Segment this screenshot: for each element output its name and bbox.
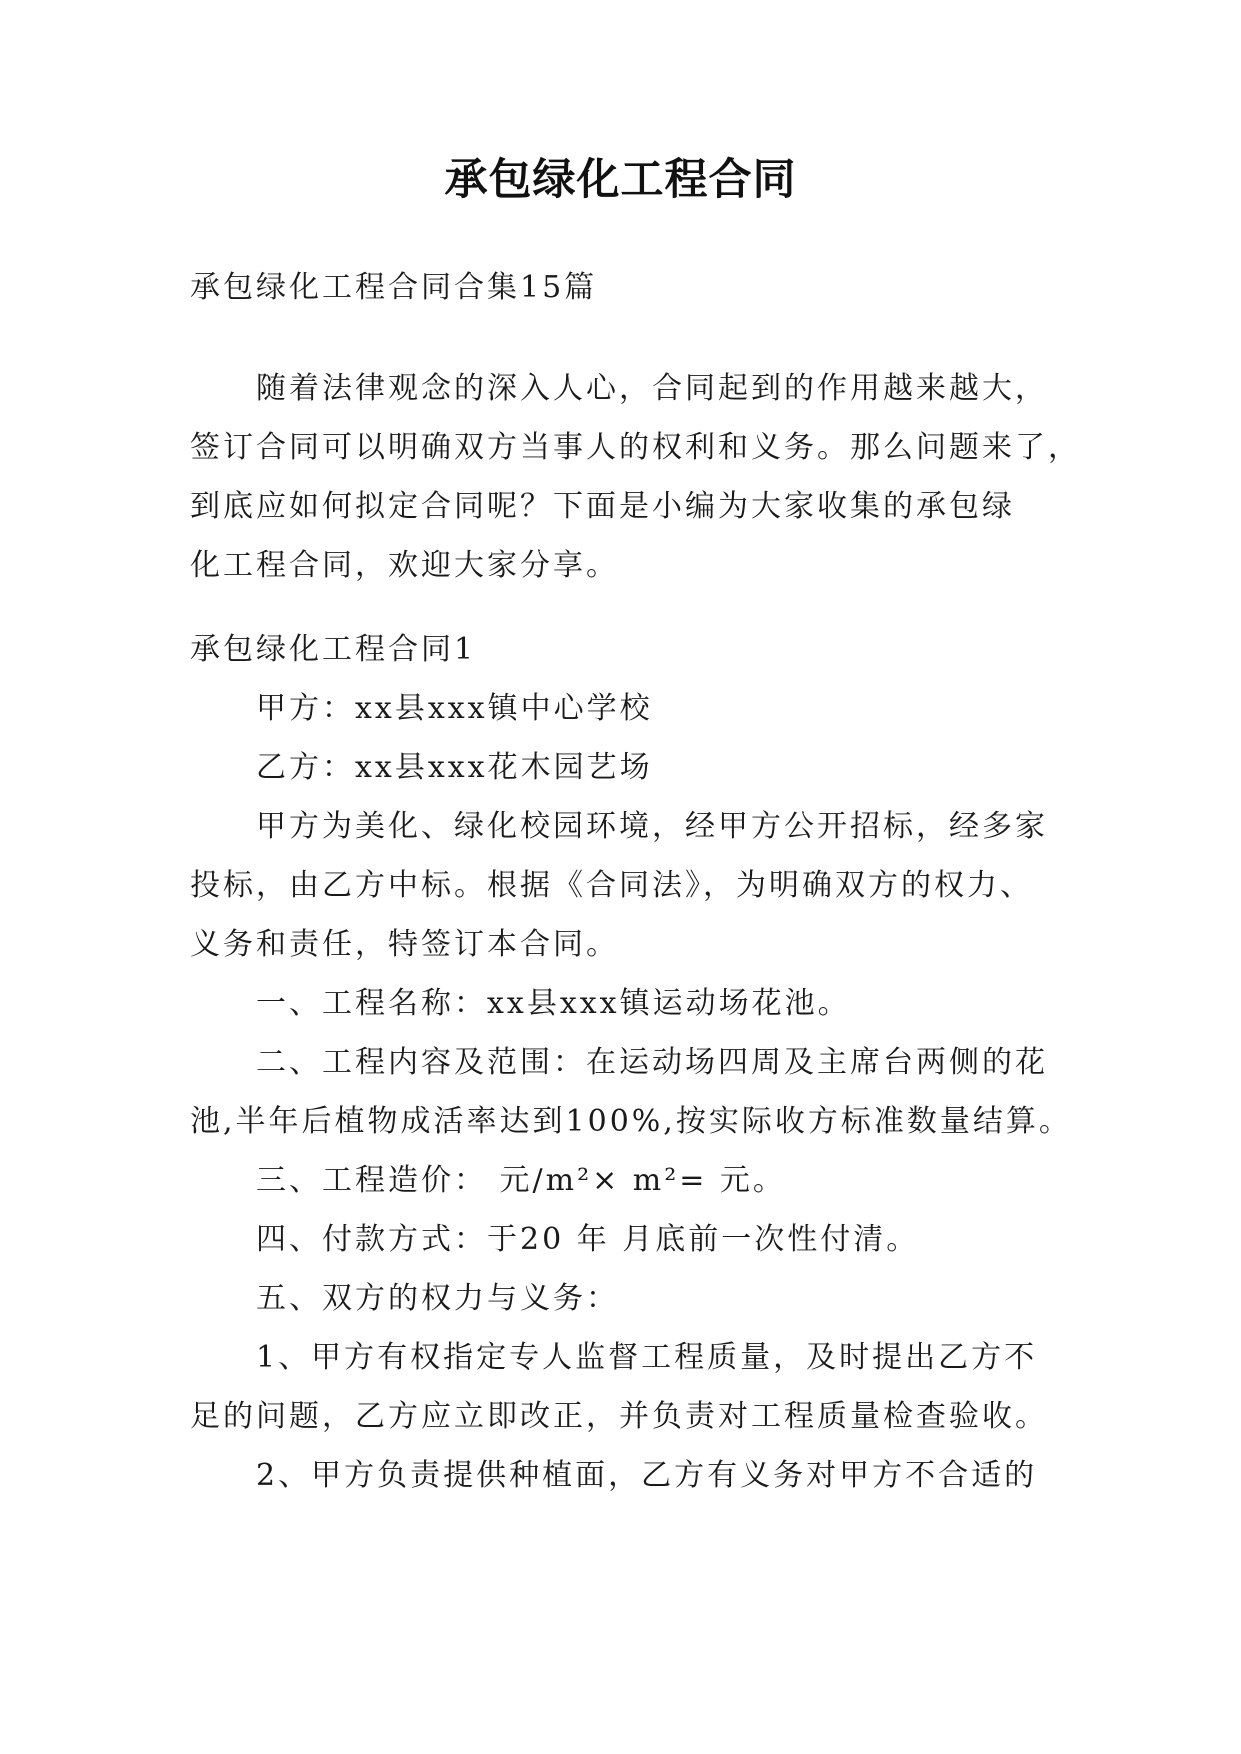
- clause-rights-heading: 五、双方的权力与义务：: [256, 1281, 619, 1316]
- intro-line: 到底应如何拟定合同呢？下面是小编为大家收集的承包绿: [190, 489, 1015, 524]
- clause-item-2: 2、甲方负责提供种植面，乙方有义务对甲方不合适的: [256, 1458, 1038, 1493]
- clause-payment: 四、付款方式：于20 年 月底前一次性付清。: [256, 1222, 920, 1257]
- intro-line: 随着法律观念的深入人心，合同起到的作用越来越大，: [256, 371, 1048, 406]
- clause-item-1: 1、甲方有权指定专人监督工程质量，及时提出乙方不: [256, 1340, 1038, 1375]
- section-heading: 承包绿化工程合同1: [190, 632, 477, 667]
- document-title: 承包绿化工程合同: [444, 155, 797, 205]
- clause-scope: 二、工程内容及范围：在运动场四周及主席台两侧的花: [256, 1045, 1048, 1080]
- contract-line: 义务和责任，特签订本合同。: [190, 927, 619, 962]
- contract-line: 甲方为美化、绿化校园环境，经甲方公开招标，经多家: [256, 809, 1048, 844]
- contract-section: [190, 620, 1070, 1505]
- contract-line: 投标，由乙方中标。根据《合同法》，为明确双方的权力、: [190, 868, 1033, 903]
- intro-line: 签订合同可以明确双方当事人的权利和义务。那么问题来了，: [190, 430, 1081, 465]
- subtitle-text: 承包绿化工程合同合集15篇: [190, 270, 598, 305]
- document-subtitle: [190, 258, 1070, 317]
- clause-cost: 三、工程造价： 元/m²× m²= 元。: [256, 1163, 786, 1198]
- intro-line: 化工程合同，欢迎大家分享。: [190, 548, 619, 583]
- party-a-line: 甲方：xx县xxx镇中心学校: [256, 691, 653, 726]
- clause-scope-cont: 池,半年后植物成活率达到100%,按实际收方标准数量结算。: [190, 1104, 1072, 1139]
- clause-project-name: 一、工程名称：xx县xxx镇运动场花池。: [256, 986, 851, 1021]
- clause-item-1-cont: 足的问题，乙方应立即改正，并负责对工程质量检查验收。: [190, 1399, 1048, 1434]
- intro-paragraph: [190, 359, 1081, 595]
- party-b-line: 乙方：xx县xxx花木园艺场: [256, 750, 653, 785]
